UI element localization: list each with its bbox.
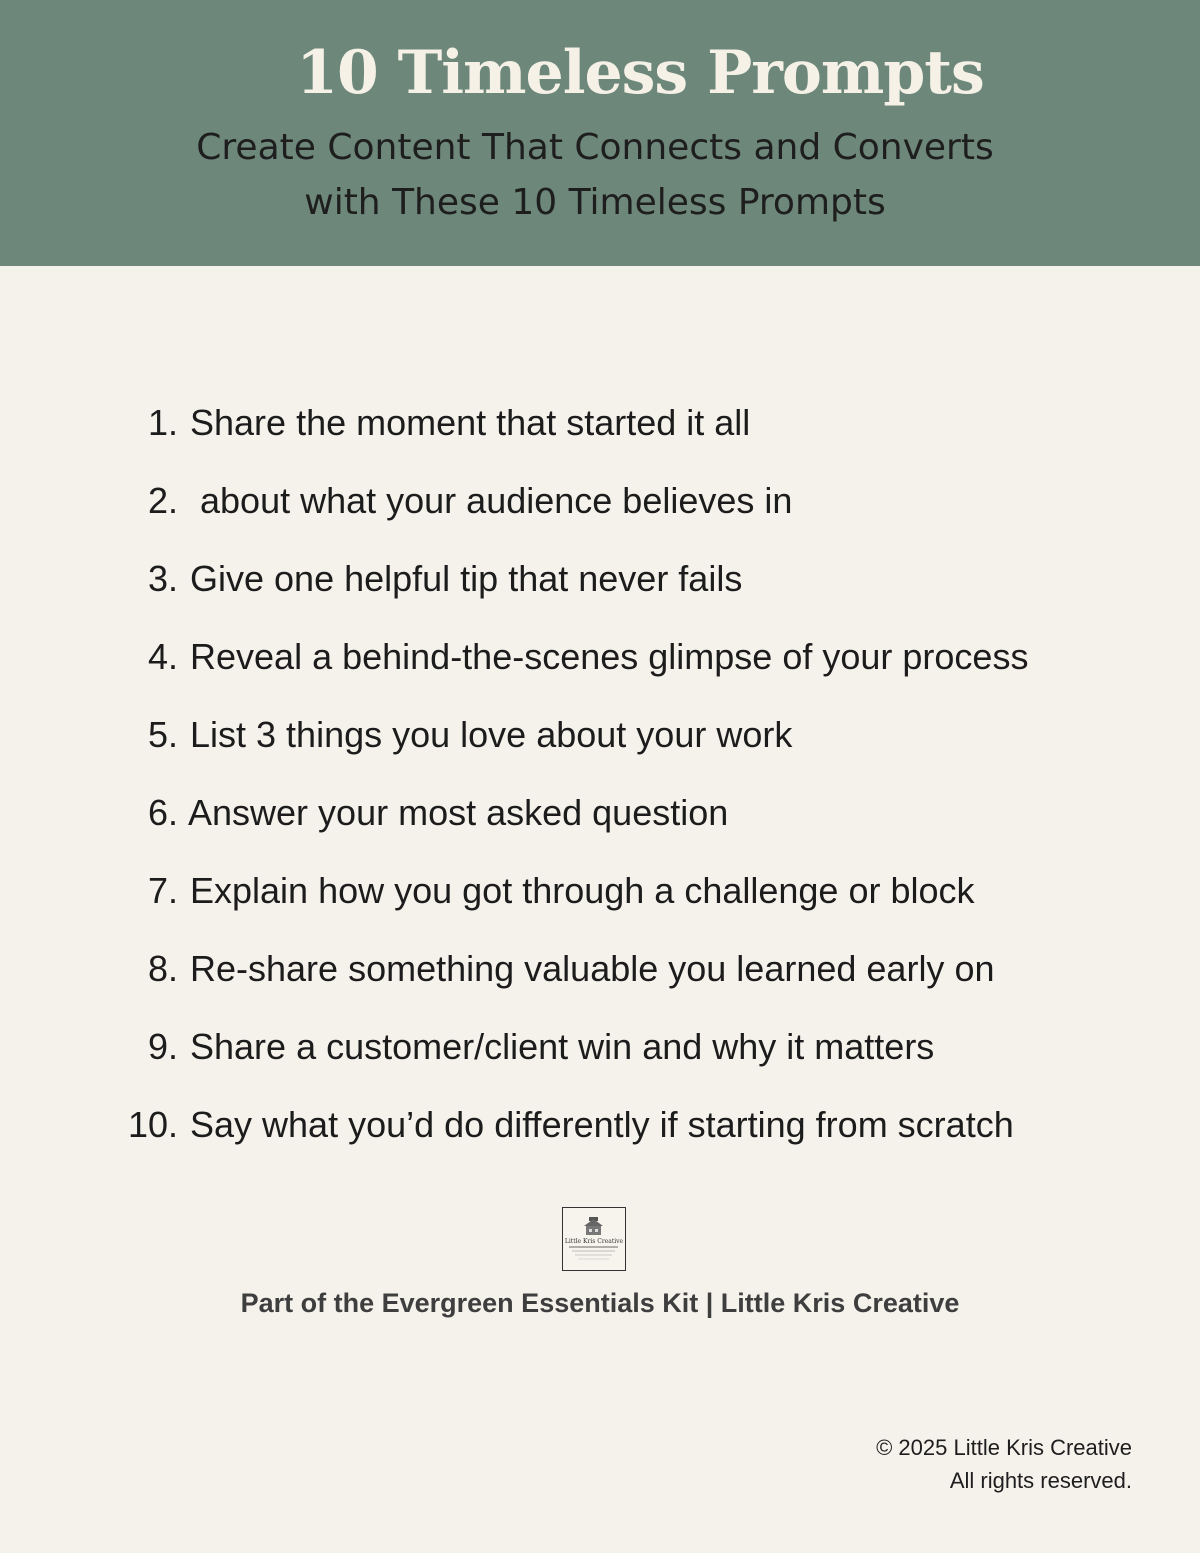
list-item-number: 4.: [147, 636, 178, 677]
page-subtitle: [0, 120, 1190, 230]
list-item: [0, 785, 1200, 841]
list-item: [0, 629, 1200, 685]
list-item-text: Share a customer/client win and why it matters: [190, 1026, 935, 1067]
header-banner: [0, 0, 1200, 266]
list-item-text: Give one helpful tip that never fails: [190, 558, 743, 599]
list-item-number: 10.: [127, 1104, 178, 1145]
list-item-text: Reveal a behind-the-scenes glimpse of your process: [190, 636, 1029, 677]
list-item: [0, 473, 1200, 529]
list-item-number: 1.: [147, 402, 178, 443]
list-item-number: 2.: [147, 480, 178, 521]
subtitle-line-2: with These 10 Timeless Prompts: [304, 182, 886, 223]
list-item-text: Answer your most asked question: [188, 792, 729, 833]
list-item: [0, 941, 1200, 997]
page-title: 10 Timeless Prompts: [296, 38, 984, 108]
list-item: [0, 863, 1200, 919]
list-item-number: 7.: [147, 870, 178, 911]
rights-line: All rights reserved.: [949, 1468, 1132, 1493]
logo-wordmark: Little Kris Creative: [564, 1238, 624, 1245]
list-item: [0, 395, 1200, 451]
list-item: [0, 1097, 1200, 1153]
list-item-text: about what your audience believes in: [190, 480, 793, 521]
list-item-text: Share the moment that started it all: [190, 402, 751, 443]
copyright-notice: [876, 1431, 1132, 1497]
list-item-text: Explain how you got through a challenge or block: [190, 870, 975, 911]
brand-logo: [562, 1207, 626, 1271]
list-item-number: 9.: [147, 1026, 178, 1067]
list-item-number: 3.: [147, 558, 178, 599]
list-item-text: List 3 things you love about your work: [190, 714, 793, 755]
list-item: [0, 707, 1200, 763]
copyright-line: © 2025 Little Kris Creative: [876, 1435, 1132, 1460]
list-item-number: 8.: [147, 948, 178, 989]
list-item: [0, 1019, 1200, 1075]
list-item-text: Re-share something valuable you learned early on: [190, 948, 995, 989]
list-item: [0, 551, 1200, 607]
list-item-text: Say what you’d do differently if starting from scratch: [190, 1104, 1014, 1145]
subtitle-line-1: Create Content That Connects and Converts: [196, 127, 994, 168]
list-item-number: 6.: [147, 792, 178, 833]
list-item-number: 5.: [147, 714, 178, 755]
kit-credit: Part of the Evergreen Essentials Kit | Little Kris Creative: [240, 1288, 960, 1318]
